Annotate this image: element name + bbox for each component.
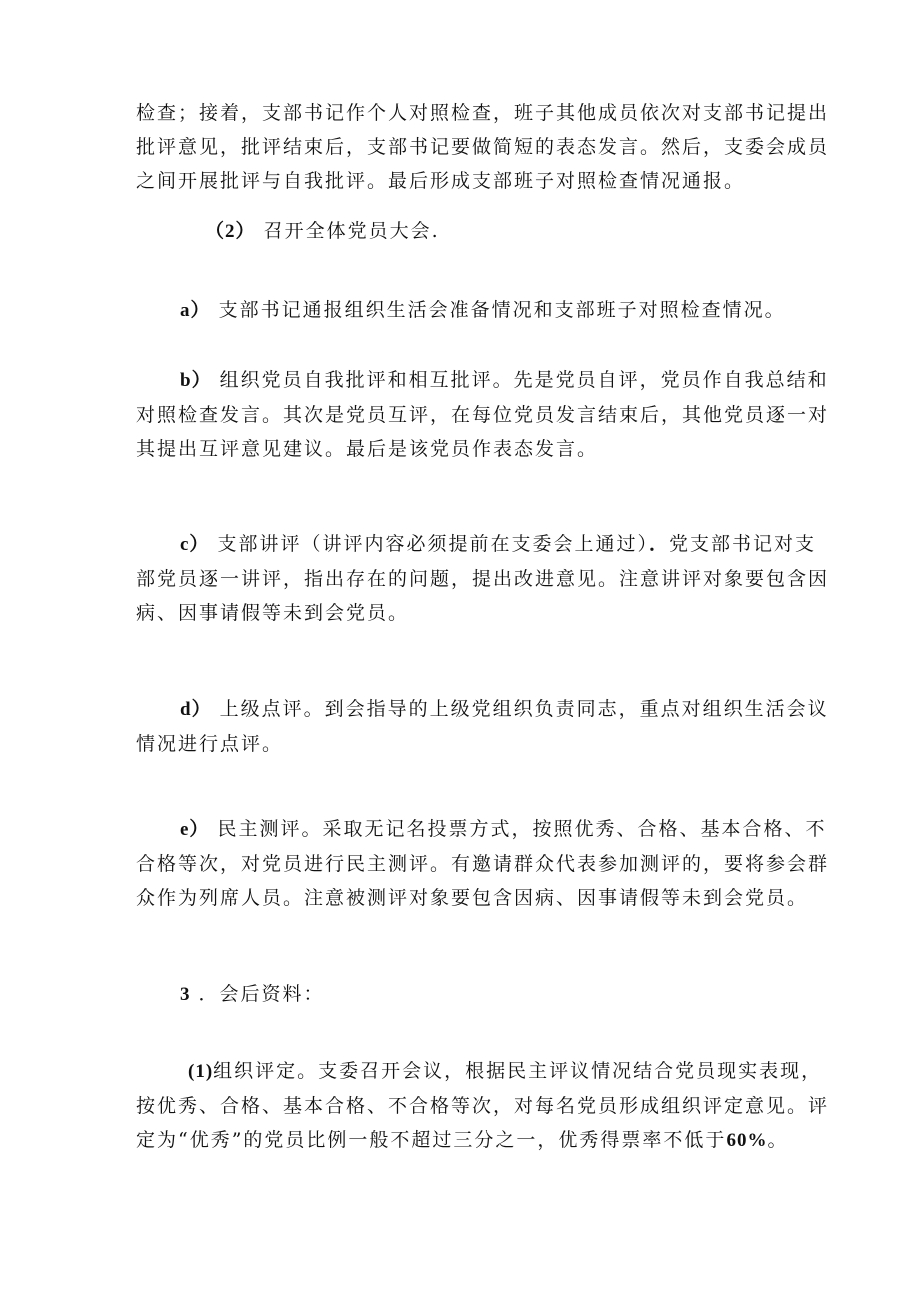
text-line: 之间开展批评与自我批评。最后形成支部班子对照检查情况通报。	[136, 170, 746, 192]
item-c	[136, 527, 829, 630]
text-line: 情况进行点评。	[136, 733, 284, 755]
item-separator: ．	[649, 534, 670, 555]
section-marker: 3	[180, 984, 191, 1005]
item-e	[136, 812, 829, 915]
text-line: 众作为列席人员。注意被测评对象要包含因病、因事请假等未到会党员。	[136, 887, 809, 909]
item-marker: （2）	[205, 221, 256, 242]
item-text: 。	[767, 1129, 789, 1151]
item-marker: d）	[180, 699, 212, 720]
item-a	[180, 293, 786, 328]
section-3-heading	[180, 977, 325, 1012]
item-text: 党支部书记对支	[669, 533, 817, 555]
text-line: 对照检查发言。其次是党员互评，在每位党员发言结束后，其他党员逐一对	[136, 404, 830, 426]
item-b	[136, 363, 829, 466]
item-1	[136, 1054, 829, 1158]
paragraph-intro	[136, 96, 829, 198]
item-text: 民主测评。采取无记名投票方式，按照优秀、合格、基本合格、不	[217, 818, 827, 840]
text-line: 批评意见，批评结束后，支部书记要做简短的表态发言。然后，支委会成员	[136, 136, 830, 158]
percentage-value: 60%	[726, 1130, 768, 1151]
item-marker: e）	[180, 819, 210, 840]
text-line: 按优秀、合格、基本合格、不合格等次，对每名党员形成组织评定意见。评	[136, 1095, 830, 1117]
text-line: 其提出互评意见建议。最后是该党员作表态发言。	[136, 438, 599, 460]
text-line: 部党员逐一讲评，指出存在的问题，提出改进意见。注意讲评对象要包含因	[136, 568, 830, 590]
section-text: ．会后资料：	[198, 983, 325, 1005]
item-text: 支部书记通报组织生活会准备情况和支部班子对照检查情况。	[218, 299, 786, 321]
item-marker: c）	[180, 534, 210, 555]
text-line: 病、因事请假等未到会党员。	[136, 602, 410, 624]
text-line: 检查；接着，支部书记作个人对照检查，班子其他成员依次对支部书记提出	[136, 102, 830, 124]
item-marker: a）	[180, 300, 211, 321]
item-text: 组织评定。支委召开会议，根据民主评议情况结合党员现实表现，	[213, 1060, 823, 1082]
item-text: 召开全体党员大会.	[263, 220, 440, 242]
item-2-heading	[205, 214, 440, 249]
item-text: 组织党员自我批评和相互批评。先是党员自评，党员作自我总结和	[219, 369, 829, 391]
item-text: 上级点评。到会指导的上级党组织负责同志，重点对组织生活会议	[219, 698, 829, 720]
item-marker: b）	[180, 370, 212, 391]
item-marker: (1)	[188, 1061, 214, 1082]
item-text: 定为“优秀”的党员比例一般不超过三分之一，优秀得票率不低于	[136, 1129, 727, 1151]
text-line: 合格等次，对党员进行民主测评。有邀请群众代表参加测评的，要将参会群	[136, 853, 830, 875]
item-text: 支部讲评（讲评内容必须提前在支委会上通过）	[217, 533, 649, 555]
item-d	[136, 692, 829, 761]
